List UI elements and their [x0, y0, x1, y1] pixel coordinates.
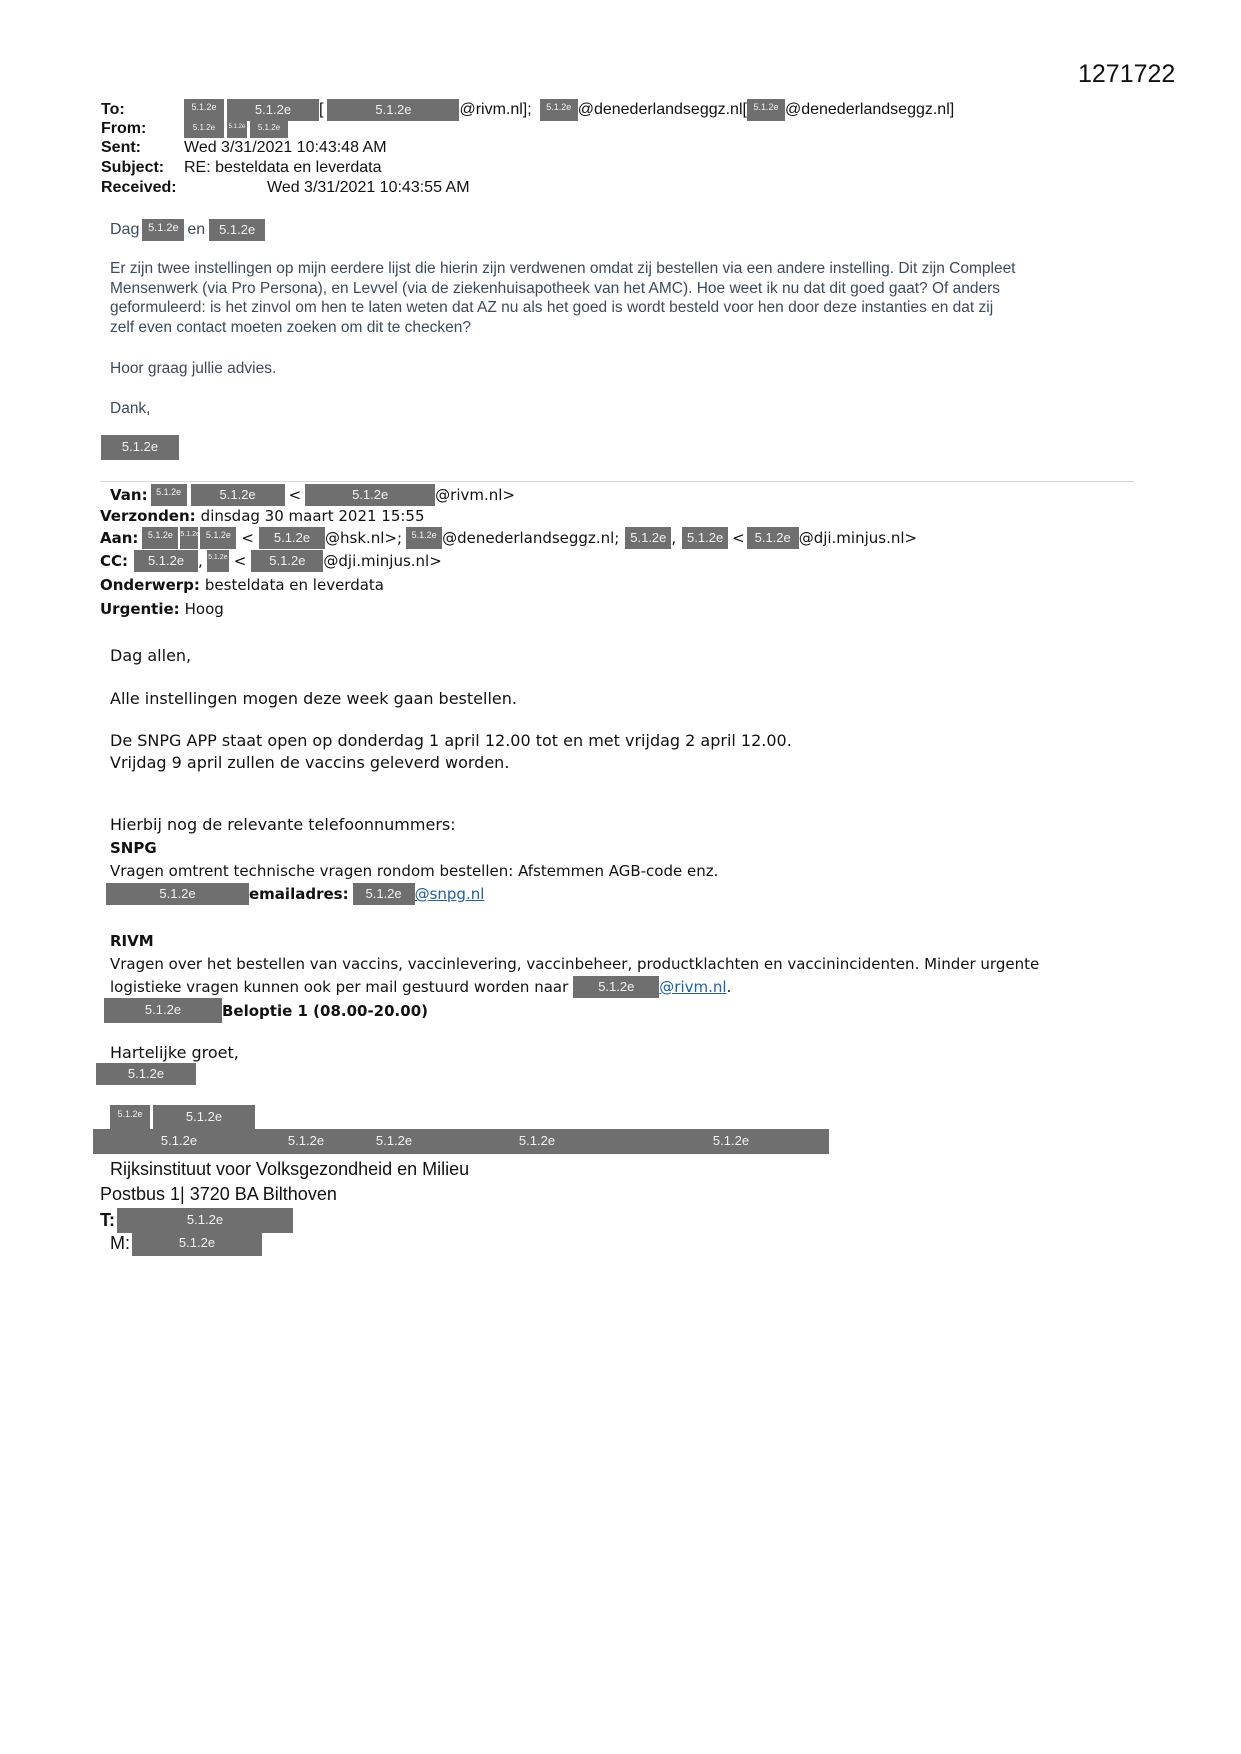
- to-label: To:: [101, 101, 125, 118]
- redaction-box: 5.1.2e: [573, 976, 659, 998]
- redaction-box: 5.1.2e: [406, 527, 442, 549]
- aan-domain-ggz: @denederlandseggz.nl;: [442, 529, 620, 547]
- van-lt: <: [288, 486, 302, 504]
- beloptie-text: Beloptie 1 (08.00-20.00): [222, 1001, 428, 1020]
- redaction-box: 5.1.2e: [265, 1129, 347, 1154]
- sent-label: Sent:: [101, 139, 141, 156]
- redaction-box: 5.1.2e: [200, 527, 236, 549]
- redaction-box: 5.1.2e: [96, 1063, 196, 1085]
- to-row: [101, 99, 954, 121]
- cc-domain: @dji.minjus.nl>: [323, 552, 442, 570]
- sig-phone-label: T:: [100, 1210, 115, 1230]
- redaction-box: 5.1.2e: [134, 550, 198, 572]
- sig-mobile-row: [110, 1231, 262, 1256]
- redaction-box: 5.1.2e: [207, 550, 229, 572]
- redaction-box: 5.1.2e: [101, 435, 179, 460]
- urgentie-row: [100, 600, 224, 618]
- received-row: [101, 179, 470, 197]
- to-domain-ggz: @denederlandseggz.nl[: [577, 101, 747, 118]
- redaction-box: 5.1.2e: [110, 1105, 150, 1130]
- redaction-box: 5.1.2e: [153, 1105, 255, 1130]
- received-label: Received:: [101, 179, 177, 196]
- aan-label: Aan:: [100, 529, 139, 547]
- paragraph-line: geformuleerd: is het zinvol om hen te laten weten dat AZ nu als het goed is wordt besteld voor hen door deze instanties en dat zij: [110, 299, 994, 316]
- to-bracket: [: [319, 101, 324, 118]
- redaction-box: 5.1.2e: [682, 527, 728, 549]
- redaction-box: 5.1.2e: [227, 99, 319, 121]
- redaction-box: 5.1.2e: [209, 219, 265, 241]
- verzonden-row: [100, 507, 425, 525]
- sender-name-redaction: [96, 1063, 196, 1085]
- aan-lt-2: <: [732, 529, 745, 547]
- document-number: 1271722: [1078, 60, 1176, 88]
- redaction-box: 5.1.2e: [180, 527, 198, 549]
- cc-row: [100, 550, 442, 572]
- aan-domain-dji: @dji.minjus.nl>: [798, 529, 918, 547]
- received-value: Wed 3/31/2021 10:43:55 AM: [267, 179, 470, 196]
- verzonden-label: Verzonden:: [100, 507, 196, 525]
- department-redaction-row: [93, 1129, 829, 1154]
- onderwerp-value: besteldata en leverdata: [204, 576, 384, 594]
- greeting-text: Dag: [110, 221, 140, 238]
- redaction-box: 5.1.2e: [305, 484, 435, 506]
- redaction-box: 5.1.2e: [747, 99, 785, 121]
- redaction-box: 5.1.2e: [747, 527, 799, 549]
- van-domain: @rivm.nl>: [435, 486, 516, 504]
- mail1-paragraph: [110, 259, 1130, 337]
- redaction-box: 5.1.2e: [251, 550, 323, 572]
- snpg-email-label: emailadres:: [249, 885, 349, 903]
- subject-label: Subject:: [101, 159, 165, 176]
- redaction-box: 5.1.2e: [191, 484, 285, 506]
- urgentie-value: Hoog: [184, 600, 224, 618]
- redaction-box: 5.1.2e: [347, 1129, 441, 1154]
- onderwerp-label: Onderwerp:: [100, 576, 200, 594]
- redaction-box: 5.1.2e: [227, 120, 247, 138]
- from-label: From:: [101, 120, 147, 137]
- redaction-box: 5.1.2e: [259, 527, 325, 549]
- rivm-text-line: Vragen over het bestellen van vaccins, vaccinlevering, vaccinbeheer, productklachten en vaccinincidenten. Minder urgente: [110, 955, 1040, 973]
- sig-mobile-label: M:: [110, 1233, 130, 1253]
- snpg-email-link[interactable]: @snpg.nl: [414, 885, 485, 903]
- aan-lt: <: [241, 529, 254, 547]
- cc-comma: ,: [198, 552, 203, 570]
- sender-title-redaction: [110, 1105, 255, 1130]
- redaction-box: 5.1.2e: [117, 1208, 293, 1233]
- redaction-box: 5.1.2e: [151, 484, 187, 506]
- urgentie-label: Urgentie:: [100, 600, 180, 618]
- snpg-heading: SNPG: [110, 839, 157, 857]
- paragraph-line: Mensenwerk (via Pro Persona), en Levvel (via de ziekenhuisapotheek van het AMC). Hoe weet ik nu dat dit goed gaat? Of anders: [110, 279, 1001, 297]
- phones-intro: Hierbij nog de relevante telefoonnummers:: [110, 815, 456, 834]
- redaction-box: 5.1.2e: [633, 1129, 829, 1154]
- beloptie-row: [104, 998, 428, 1023]
- signature-redaction: [101, 435, 179, 460]
- delivery-line: Vrijdag 9 april zullen de vaccins geleverd worden.: [110, 753, 510, 772]
- greeting-row: [110, 219, 265, 241]
- redaction-box: 5.1.2e: [184, 120, 224, 138]
- redaction-box: 5.1.2e: [93, 1129, 265, 1154]
- redaction-box: 5.1.2e: [106, 883, 249, 905]
- sig-address: Postbus 1| 3720 BA Bilthoven: [100, 1184, 337, 1204]
- redaction-box: 5.1.2e: [142, 527, 178, 549]
- redaction-box: 5.1.2e: [184, 99, 224, 121]
- advice-line: Hoor graag jullie advies.: [110, 360, 277, 377]
- subject-value: RE: besteldata en leverdata: [184, 159, 382, 176]
- rivm-heading: RIVM: [110, 932, 154, 950]
- redaction-box: 5.1.2e: [327, 99, 459, 121]
- rivm-period: .: [726, 978, 732, 996]
- cc-lt: <: [233, 552, 247, 570]
- sig-phone-row: [100, 1208, 293, 1233]
- redaction-box: 5.1.2e: [250, 120, 288, 138]
- to-domain-ggz-2: @denederlandseggz.nl]: [784, 101, 955, 118]
- redaction-box: 5.1.2e: [142, 219, 184, 241]
- cc-label: CC:: [100, 552, 129, 570]
- sent-row: [101, 139, 387, 157]
- redaction-box: 5.1.2e: [353, 883, 415, 905]
- paragraph-line: Er zijn twee instellingen op mijn eerdere lijst die hierin zijn verdwenen omdat zij bestellen via een andere instelling. Dit zijn Compleet: [110, 260, 1016, 277]
- paragraph-line: zelf even contact moeten zoeken om dit te checken?: [110, 318, 472, 336]
- redaction-box: 5.1.2e: [625, 527, 671, 549]
- sent-value: Wed 3/31/2021 10:43:48 AM: [184, 139, 387, 156]
- onderwerp-row: [100, 576, 384, 594]
- van-label: Van:: [110, 486, 148, 504]
- redaction-box: 5.1.2e: [104, 998, 222, 1023]
- app-open-line: De SNPG APP staat open op donderdag 1 april 12.00 tot en met vrijdag 2 april 12.00.: [110, 731, 792, 750]
- redaction-box: 5.1.2e: [441, 1129, 633, 1154]
- from-row: [101, 120, 288, 138]
- snpg-contact-row: [106, 883, 484, 905]
- closing-line: Dank,: [110, 400, 151, 417]
- aan-row: [100, 527, 917, 549]
- redaction-box: 5.1.2e: [540, 99, 578, 121]
- message-divider: [100, 481, 1134, 482]
- snpg-text: Vragen omtrent technische vragen rondom bestellen: Afstemmen AGB-code enz.: [110, 862, 719, 880]
- subject-row: [101, 159, 381, 177]
- greeting-all: Dag allen,: [110, 646, 192, 665]
- redaction-box: 5.1.2e: [132, 1231, 262, 1256]
- rivm-email-link[interactable]: @rivm.nl: [659, 978, 727, 996]
- to-domain-rivm: @rivm.nl];: [459, 101, 532, 118]
- verzonden-value: dinsdag 30 maart 2021 15:55: [200, 507, 425, 525]
- order-week-line: Alle instellingen mogen deze week gaan bestellen.: [110, 689, 517, 708]
- rivm-mail-row: [110, 976, 731, 998]
- rivm-text-line: logistieke vragen kunnen ook per mail gestuurd worden naar: [110, 978, 569, 996]
- greeting-and: en: [187, 221, 206, 238]
- aan-comma: ,: [671, 529, 677, 547]
- sig-organisation: Rijksinstituut voor Volksgezondheid en Milieu: [110, 1159, 470, 1179]
- regards-line: Hartelijke groet,: [110, 1043, 239, 1062]
- van-row: [100, 484, 515, 506]
- aan-domain-hsk: @hsk.nl>;: [325, 529, 403, 547]
